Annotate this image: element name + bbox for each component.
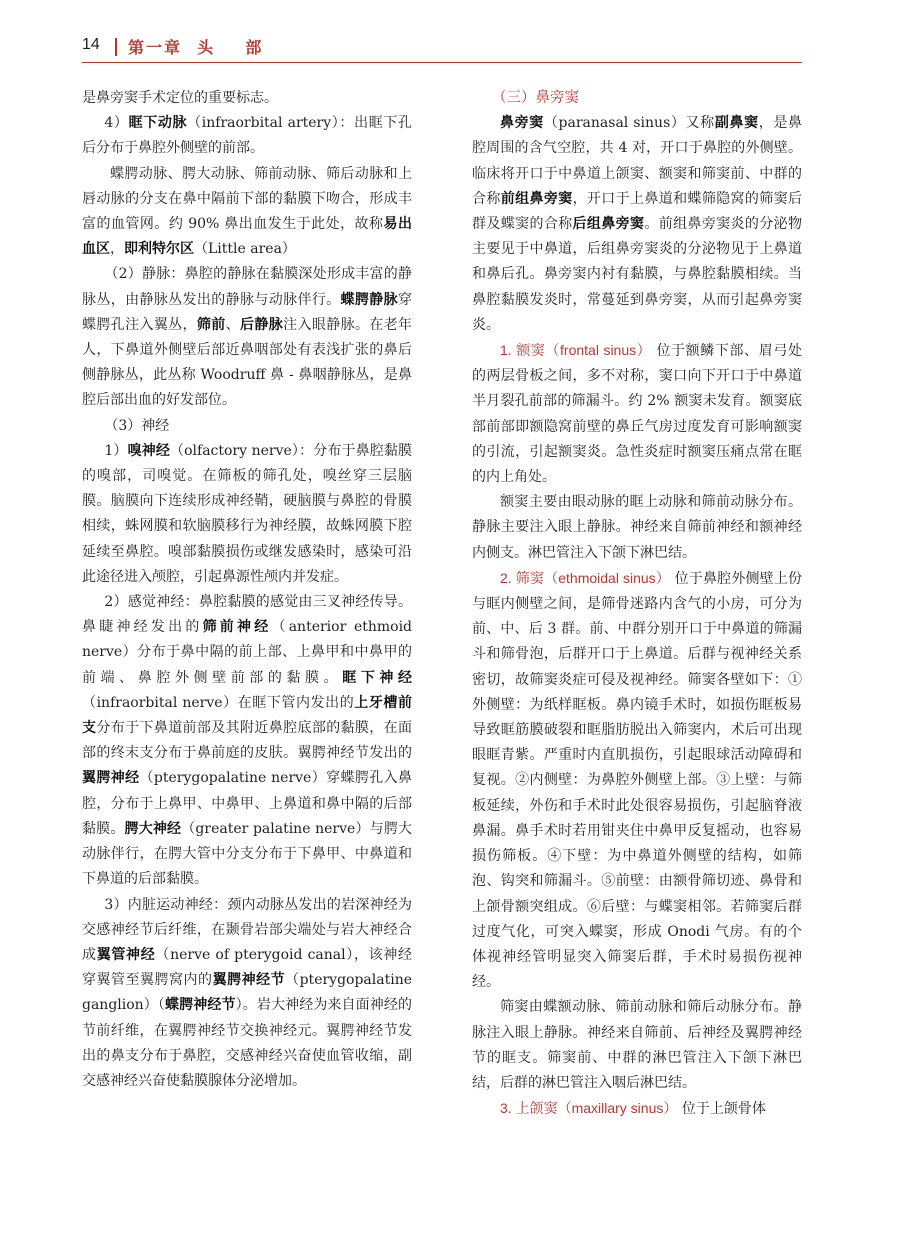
paragraph: 3. 上颌窦（maxillary sinus） 位于上颌骨体 — [500, 1100, 766, 1118]
paragraph: 额窦主要由眼动脉的眶上动脉和筛前动脉分布。静脉主要注入眼上静脉。神经来自筛前神经和额神经内侧支。淋巴管注入下颌下淋巴结。 — [472, 494, 802, 561]
running-header — [82, 34, 802, 60]
left-column — [82, 86, 412, 1094]
section-heading: （三）鼻旁窦 — [492, 90, 579, 106]
paragraph: 鼻旁窦（paranasal sinus）又称副鼻窦，是鼻腔周围的含气空腔，共 4 对，开口于鼻腔的外侧壁。临床将开口于中鼻道上颌窦、额窦和筛窦前、中群的合称前组鼻旁窦，开口于上鼻道和蝶筛隐窝的筛窦后群及蝶窦的合称后组鼻旁窦。前组鼻旁窦炎的分泌物主要见于中鼻道，后组鼻旁窦炎的分泌物见于上鼻道和鼻后孔。鼻旁窦内衬有黏膜，与鼻腔黏膜相续。当鼻腔黏膜发炎时，常蔓延到鼻旁窦，从而引起鼻旁窦炎。 — [472, 115, 803, 333]
header-rule — [82, 62, 802, 63]
chapter-title: 第一章 头 部 — [128, 38, 264, 57]
header-separator — [115, 38, 117, 56]
paragraph: 4）眶下动脉（infraorbital artery）：出眶下孔后分布于鼻腔外侧壁的前部。 — [82, 115, 412, 157]
paragraph: （3）神经 — [104, 417, 170, 434]
subsection-heading: 3. 上颌窦（maxillary sinus） — [500, 1100, 678, 1117]
subsection-heading: 2. 筛窦（ethmoidal sinus） — [500, 569, 671, 586]
paragraph: （2）静脉：鼻腔的静脉在黏膜深处形成丰富的静脉丛，由静脉丛发出的静脉与动脉伴行。蝶腭静脉穿蝶腭孔注入翼丛，筛前、后静脉注入眼静脉。在老年人，下鼻道外侧壁后部近鼻咽部处有表浅扩张的鼻后侧静脉丛，此丛称 Woodruff 鼻 - 鼻咽静脉丛，是鼻腔后部出血的好发部位。 — [82, 266, 413, 409]
page-number: 14 — [82, 36, 100, 53]
paragraph: 蝶腭动脉、腭大动脉、筛前动脉、筛后动脉和上唇动脉的分支在鼻中隔前下部的黏膜下吻合，形成丰富的血管网。约 90% 鼻出血发生于此处，故称易出血区，即利特尔区（Little area） — [82, 165, 412, 258]
paragraph: 是鼻旁窦手术定位的重要标志。 — [82, 90, 278, 106]
right-column — [472, 86, 802, 1122]
paragraph: 1. 额窦（frontal sinus） 位于额鳞下部、眉弓处的两层骨板之间，多不对称，窦口向下开口于中鼻道半月裂孔前部的筛漏斗。约 2% 额窦未发育。额窦底部前部即额隐窝前壁的鼻丘气房过度发育可影响额窦的引流，引起额窦炎。急性炎症时额窦压痛点常在眶的内上角处。 — [472, 342, 802, 486]
paragraph: 2）感觉神经：鼻腔黏膜的感觉由三叉神经传导。鼻睫神经发出的筛前神经（anterior ethmoid nerve）分布于鼻中隔的前上部、上鼻甲和中鼻甲的前端、鼻腔外侧壁前部的黏膜。眶下神经（infraorbital nerve）在眶下管内发出的上牙槽前支分布于下鼻道前部及其附近鼻腔底部的黏膜，在面部的终末支分布于鼻前庭的皮肤。翼腭神经节发出的翼腭神经（pterygopalatine nerve）穿蝶腭孔入鼻腔，分布于上鼻甲、中鼻甲、上鼻道和鼻中隔的后部黏膜。腭大神经（greater palatine nerve）与腭大动脉伴行，在腭大管中分支分布于下鼻甲、中鼻道和下鼻道的后部黏膜。 — [82, 594, 413, 888]
subsection-heading: 1. 额窦（frontal sinus） — [500, 342, 652, 359]
paragraph: 筛窦由蝶额动脉、筛前动脉和筛后动脉分布。静脉注入眼上静脉。神经来自筛前、后神经及翼腭神经节的眶支。筛窦前、中群的淋巴管注入下颌下淋巴结，后群的淋巴管注入咽后淋巴结。 — [472, 999, 802, 1091]
paragraph: 3）内脏运动神经：颈内动脉丛发出的岩深神经为交感神经节后纤维，在颞骨岩部尖端处与岩大神经合成翼管神经（nerve of pterygoid canal），该神经穿翼管至翼腭窝内的翼腭神经节（pterygopalatine ganglion）（蝶腭神经节）。岩大神经为来自面神经的节前纤维，在翼腭神经节交换神经元。翼腭神经节发出的鼻支分布于鼻腔，交感神经兴奋使血管收缩，副交感神经兴奋使黏膜腺体分泌增加。 — [82, 896, 413, 1089]
paragraph: 2. 筛窦（ethmoidal sinus） 位于鼻腔外侧壁上份与眶内侧壁之间，是筛骨迷路内含气的小房，可分为前、中、后 3 群。前、中群分别开口于中鼻道的筛漏斗和筛骨泡，后群开口于上鼻道。后群与视神经关系密切，故筛窦炎症可侵及视神经。筛窦各壁如下：①外侧壁：为纸样眶板。鼻内镜手术时，如损伤眶板易导致眶筋膜破裂和眶脂肪脱出入筛窦内，术后可出现眼眶青紫。严重时内直肌损伤，引起眼球活动障碍和复视。②内侧壁：为鼻腔外侧壁上部。③上壁：与筛板延续，外伤和手术时此处很容易损伤，引起脑脊液鼻漏。鼻手术时若用钳夹住中鼻甲反复摇动，也容易损伤筛板。④下壁：为中鼻道外侧壁的结构，如筛泡、钩突和筛漏斗。⑤前壁：由额骨筛切迹、鼻骨和上颌骨额突组成。⑥后壁：与蝶窦相邻。若筛窦后群过度气化，可突入蝶窦，形成 Onodi 气房。有的个体视神经管明显突入筛窦后群，手术时易损伤视神经。 — [472, 569, 803, 991]
paragraph: 1）嗅神经（olfactory nerve）：分布于鼻腔黏膜的嗅部，司嗅觉。在筛板的筛孔处，嗅丝穿三层脑膜。脑膜向下连续形成神经鞘，硬脑膜与鼻腔的骨膜相续，蛛网膜和软脑膜移行为神经膜，故蛛网膜下腔延续至鼻腔。嗅部黏膜损伤或继发感染时，感染可沿此途径进入颅腔，引起鼻源性颅内并发症。 — [82, 442, 412, 585]
